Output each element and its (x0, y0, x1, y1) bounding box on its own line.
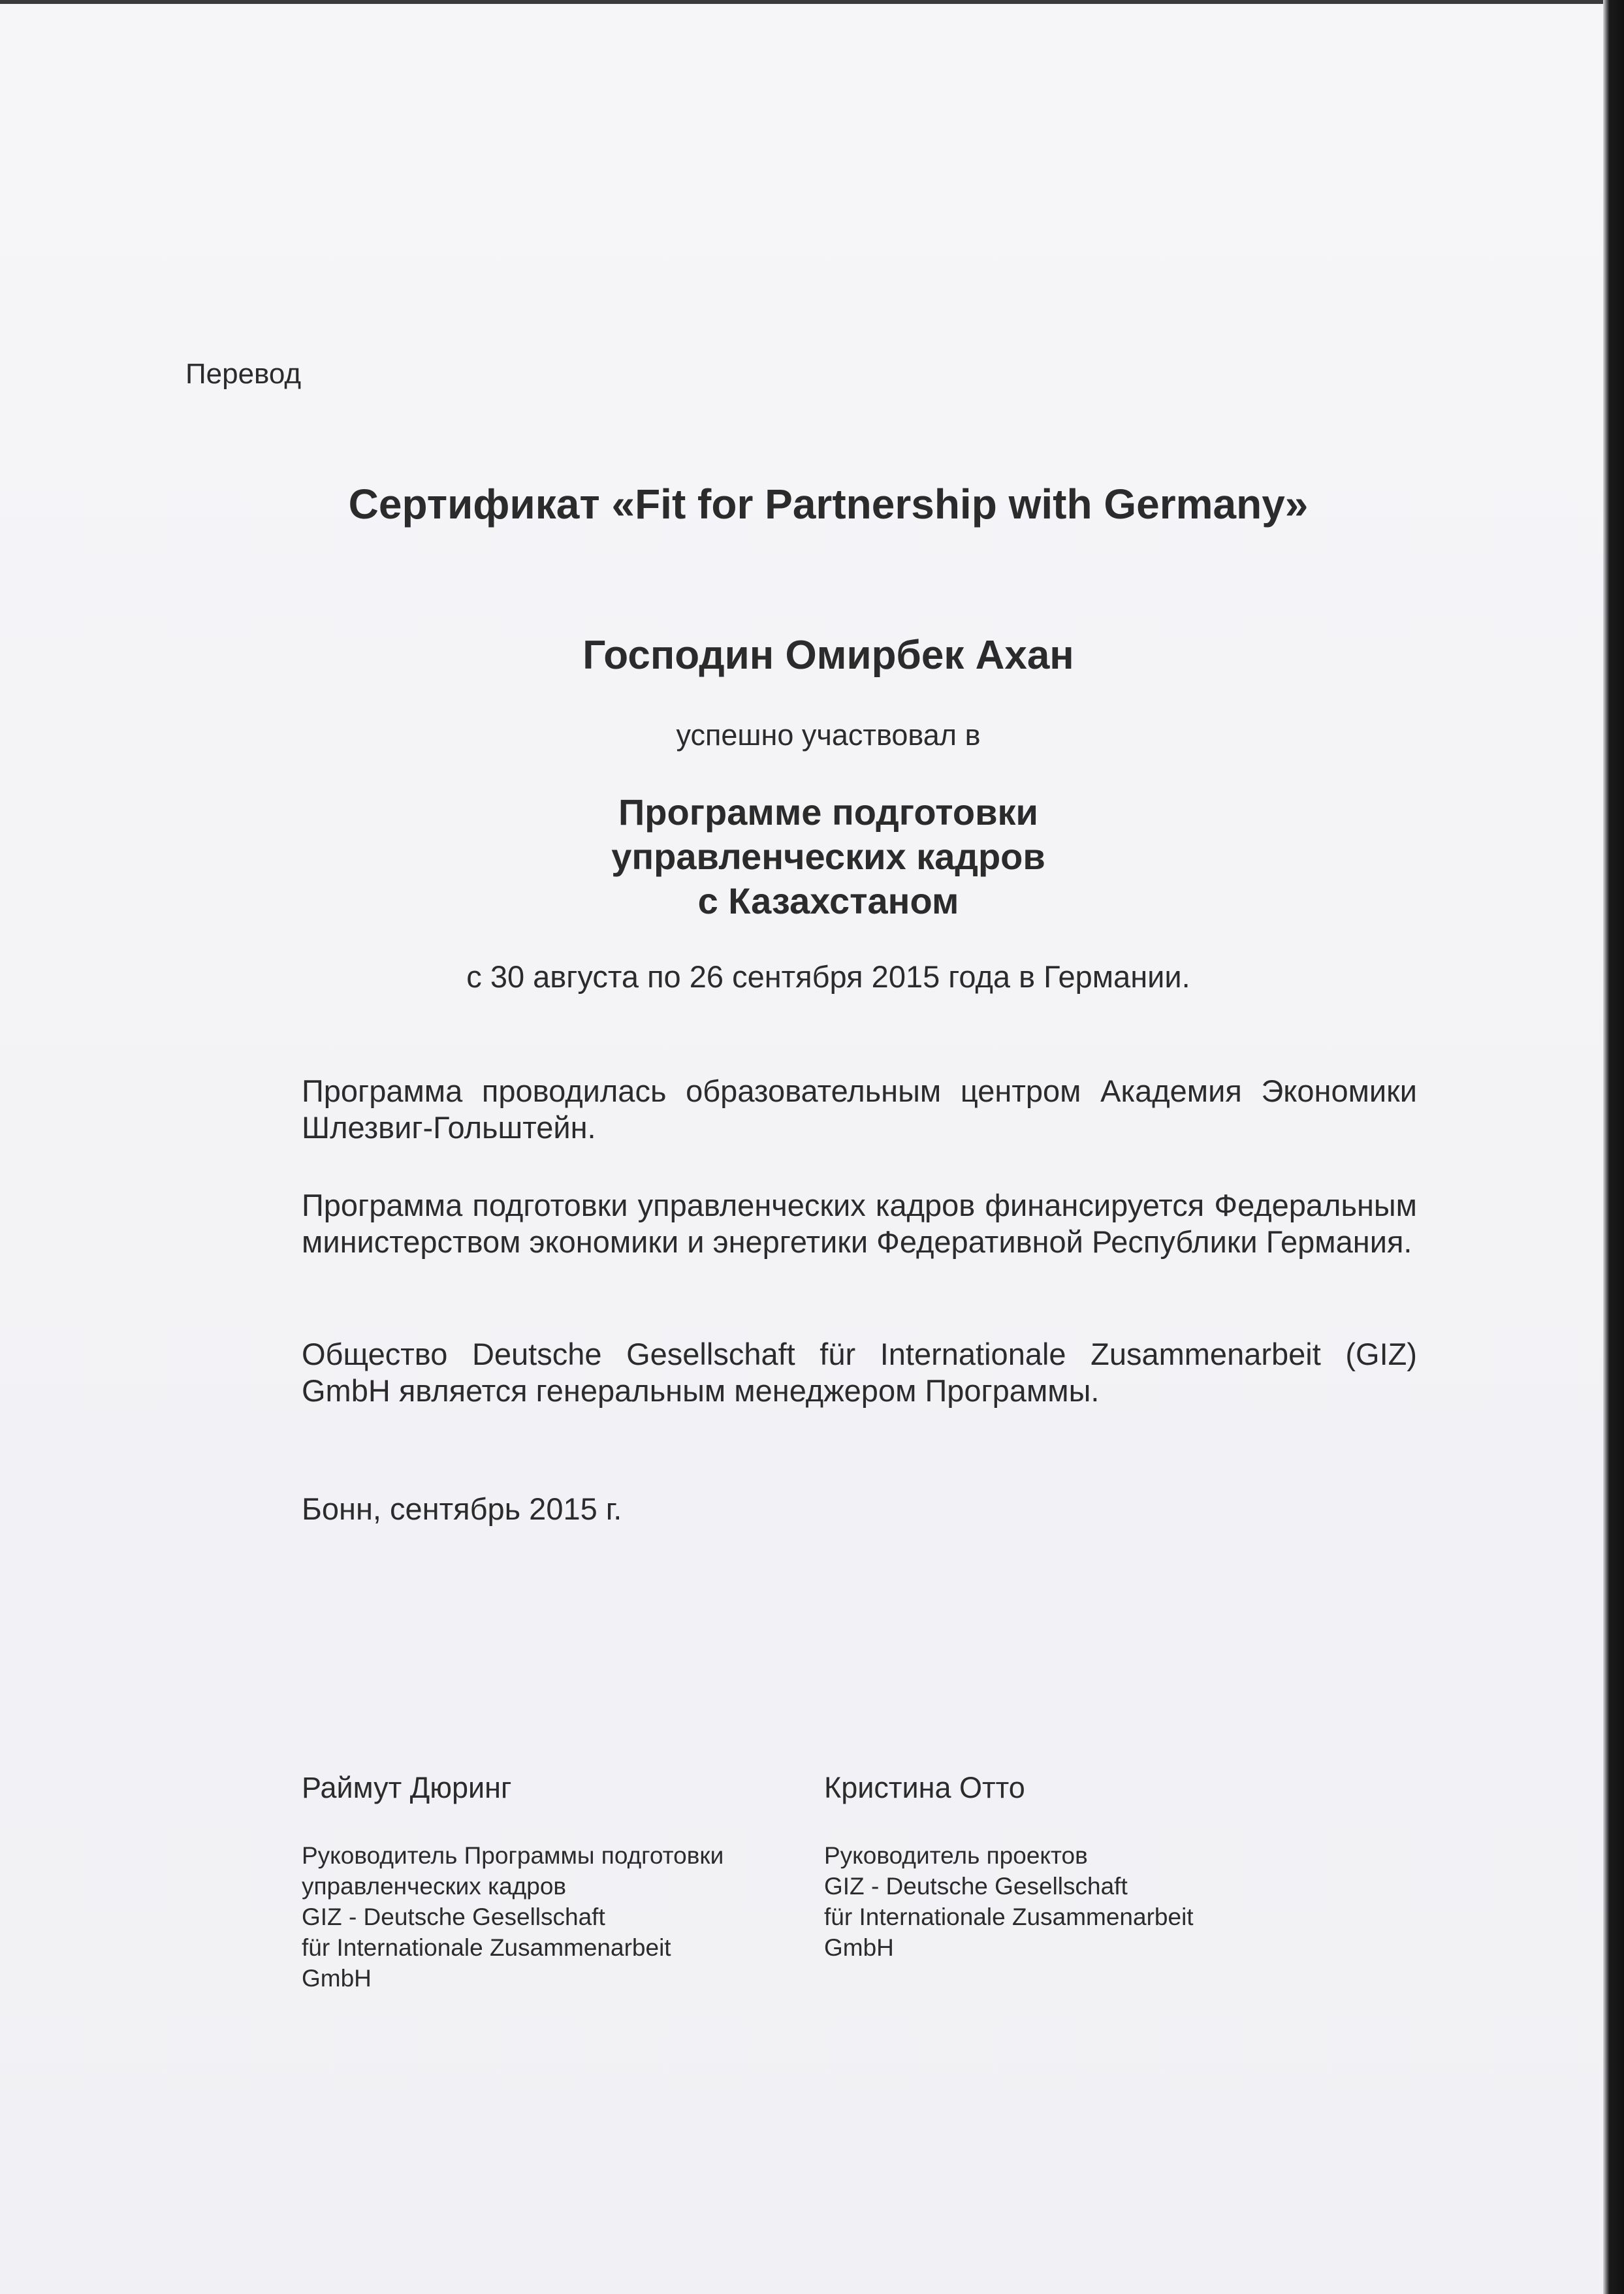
scan-top-edge (0, 0, 1624, 4)
program-dates: с 30 августа по 26 сентября 2015 года в Германии. (466, 959, 1190, 994)
program-name-line: Программе подготовки (618, 791, 1038, 833)
scan-right-edge (1603, 0, 1624, 2294)
place-and-date: Бонн, сентябрь 2015 г. (302, 1491, 622, 1526)
participation-text: успешно участвовал в (676, 718, 981, 752)
signer-role-line: GIZ - Deutsche Gesellschaft (824, 1873, 1128, 1900)
signer-role-line: GmbH (824, 1934, 894, 1961)
signer-role-line: Руководитель проектов (824, 1842, 1088, 1869)
program-name (0, 790, 1624, 923)
signer-1-name: Раймут Дюринг (302, 1771, 512, 1804)
signer-role-line: Руководитель Программы подготовки (302, 1842, 724, 1869)
program-name-line: управленческих кадров (611, 836, 1045, 877)
paragraph-organizer: Программа проводилась образовательным центром Академия Экономики Шлезвиг-Гольштейн. (302, 1074, 1417, 1145)
certificate-title: Сертификат «Fit for Partnership with Germany» (348, 481, 1309, 528)
translation-label: Перевод (185, 358, 302, 390)
signer-role-line: GIZ - Deutsche Gesellschaft (302, 1904, 605, 1930)
paragraph-funding: Программа подготовки управленческих кадров финансируется Федеральным министерством экономики и энергетики Федеративной Республики Германия. (302, 1188, 1417, 1259)
signer-2-name: Кристина Отто (824, 1771, 1025, 1804)
program-name-line: с Казахстаном (697, 880, 959, 921)
signer-role-line: GmbH (302, 1965, 372, 1992)
recipient-name: Господин Омирбек Ахан (582, 633, 1074, 678)
signer-2-role (824, 1840, 1294, 1963)
signer-role-line: управленческих кадров (302, 1873, 567, 1900)
signer-role-line: für Internationale Zusammenarbeit (302, 1934, 671, 1961)
signer-1-role (302, 1840, 798, 1994)
paragraph-manager: Общество Deutsche Gesellschaft für Internationale Zusammenarbeit (GIZ) GmbH является генеральным менеджером Программы. (302, 1337, 1417, 1408)
signer-role-line: für Internationale Zusammenarbeit (824, 1904, 1194, 1930)
